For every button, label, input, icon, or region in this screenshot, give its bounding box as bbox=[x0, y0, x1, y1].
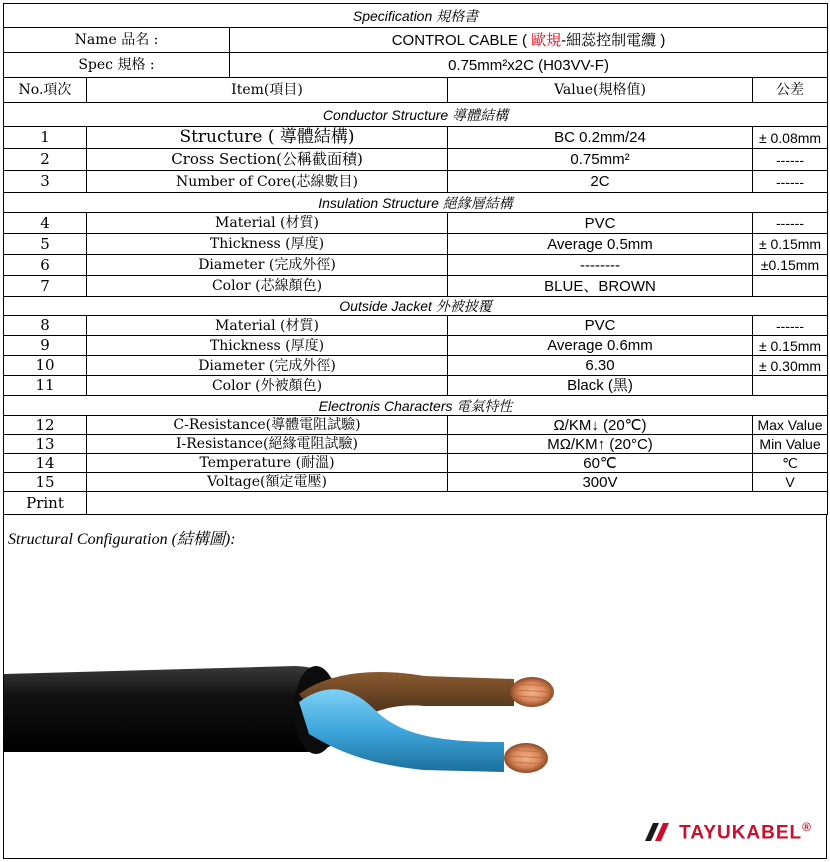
table-row bbox=[4, 149, 828, 171]
table-row bbox=[4, 376, 828, 396]
row-value: Average 0.5mm bbox=[448, 234, 753, 255]
spec-label: Spec 規格 : bbox=[4, 53, 230, 78]
row-no: 14 bbox=[4, 454, 87, 473]
row-value: Black (黑) bbox=[448, 376, 753, 396]
row-item: Number of Core(芯線數目) bbox=[87, 171, 448, 193]
structural-configuration bbox=[3, 514, 827, 859]
section-conductor: Conductor Structure 導體結構 bbox=[4, 103, 828, 127]
row-no: 3 bbox=[4, 171, 87, 193]
section-electronic: Electronis Characters 電氣特性 bbox=[4, 396, 828, 416]
table-row bbox=[4, 255, 828, 276]
row-tol: Min Value bbox=[753, 435, 828, 454]
document-title: Specification 規格書 bbox=[4, 4, 828, 28]
print-value bbox=[87, 492, 828, 515]
row-no: 9 bbox=[4, 336, 87, 356]
row-tol: ± 0.15mm bbox=[753, 336, 828, 356]
row-item: Color (芯線顏色) bbox=[87, 276, 448, 297]
name-label: Name 品名 : bbox=[4, 28, 230, 53]
row-value: MΩ/KM↑ (20°C) bbox=[448, 435, 753, 454]
row-item: Cross Section(公稱截面積) bbox=[87, 149, 448, 171]
row-tol: ------ bbox=[753, 213, 828, 234]
row-tol: Max Value bbox=[753, 416, 828, 435]
row-value: 60℃ bbox=[448, 454, 753, 473]
row-item: Material (材質) bbox=[87, 213, 448, 234]
table-row bbox=[4, 454, 828, 473]
row-tol: ± 0.15mm bbox=[753, 234, 828, 255]
row-value: 0.75mm² bbox=[448, 149, 753, 171]
col-no-header: No.項次 bbox=[4, 78, 87, 103]
row-value: 2C bbox=[448, 171, 753, 193]
row-item: Thickness (厚度) bbox=[87, 234, 448, 255]
row-tol: ± 0.30mm bbox=[753, 356, 828, 376]
row-no: 8 bbox=[4, 316, 87, 336]
print-label: Print bbox=[4, 492, 87, 515]
spec-table bbox=[3, 3, 828, 515]
row-item: Temperature (耐溫) bbox=[87, 454, 448, 473]
row-value: -------- bbox=[448, 255, 753, 276]
spec-value: 0.75mm²x2C (H03VV-F) bbox=[230, 53, 828, 78]
row-tol bbox=[753, 376, 828, 396]
row-item: Voltage(額定電壓) bbox=[87, 473, 448, 492]
row-tol: ±0.15mm bbox=[753, 255, 828, 276]
row-tol bbox=[753, 276, 828, 297]
row-no: 4 bbox=[4, 213, 87, 234]
name-value-suffix: -細蕊控制電纜 ) bbox=[561, 31, 666, 49]
row-tol: ------ bbox=[753, 316, 828, 336]
config-title: Structural Configuration (結構圖): bbox=[8, 531, 236, 548]
row-no: 7 bbox=[4, 276, 87, 297]
row-value: PVC bbox=[448, 213, 753, 234]
row-no: 10 bbox=[4, 356, 87, 376]
table-row bbox=[4, 416, 828, 435]
table-row bbox=[4, 234, 828, 255]
row-value: BLUE、BROWN bbox=[448, 276, 753, 297]
row-item: Material (材質) bbox=[87, 316, 448, 336]
table-row bbox=[4, 473, 828, 492]
row-tol: ------ bbox=[753, 149, 828, 171]
table-row bbox=[4, 316, 828, 336]
col-item-header: Item(項目) bbox=[87, 78, 448, 103]
row-no: 2 bbox=[4, 149, 87, 171]
row-no: 13 bbox=[4, 435, 87, 454]
row-no: 12 bbox=[4, 416, 87, 435]
name-value-red: 歐規 bbox=[531, 31, 562, 49]
row-value: 6.30 bbox=[448, 356, 753, 376]
table-row bbox=[4, 171, 828, 193]
row-item: Diameter (完成外徑) bbox=[87, 356, 448, 376]
brand-logo bbox=[645, 820, 812, 844]
name-value-prefix: CONTROL CABLE ( bbox=[391, 31, 532, 49]
col-tol-header: 公差 bbox=[753, 78, 828, 103]
row-item: C-Resistance(導體電阻試驗) bbox=[87, 416, 448, 435]
cable-illustration bbox=[4, 624, 604, 794]
brand-mark-icon bbox=[645, 823, 671, 841]
row-no: 11 bbox=[4, 376, 87, 396]
name-value bbox=[230, 28, 828, 53]
row-item: Diameter (完成外徑) bbox=[87, 255, 448, 276]
table-row bbox=[4, 127, 828, 149]
row-item: I-Resistance(絕緣電阻試驗) bbox=[87, 435, 448, 454]
row-value: PVC bbox=[448, 316, 753, 336]
row-tol: V bbox=[753, 473, 828, 492]
section-jacket: Outside Jacket 外被披覆 bbox=[4, 297, 828, 316]
row-value: Ω/KM↓ (20℃) bbox=[448, 416, 753, 435]
row-item: Thickness (厚度) bbox=[87, 336, 448, 356]
row-value: 300V bbox=[448, 473, 753, 492]
table-row bbox=[4, 356, 828, 376]
row-no: 1 bbox=[4, 127, 87, 149]
row-item: Structure ( 導體結構) bbox=[87, 127, 448, 149]
table-row bbox=[4, 213, 828, 234]
table-row bbox=[4, 276, 828, 297]
row-value: BC 0.2mm/24 bbox=[448, 127, 753, 149]
row-no: 6 bbox=[4, 255, 87, 276]
row-no: 5 bbox=[4, 234, 87, 255]
row-tol: ℃ bbox=[753, 454, 828, 473]
table-row bbox=[4, 336, 828, 356]
row-no: 15 bbox=[4, 473, 87, 492]
row-item: Color (外被顏色) bbox=[87, 376, 448, 396]
row-tol: ± 0.08mm bbox=[753, 127, 828, 149]
col-value-header: Value(規格值) bbox=[448, 78, 753, 103]
brand-name: TAYUKABEL® bbox=[679, 819, 812, 843]
section-insulation: Insulation Structure 絕緣層結構 bbox=[4, 193, 828, 213]
row-value: Average 0.6mm bbox=[448, 336, 753, 356]
table-row bbox=[4, 435, 828, 454]
row-tol: ------ bbox=[753, 171, 828, 193]
